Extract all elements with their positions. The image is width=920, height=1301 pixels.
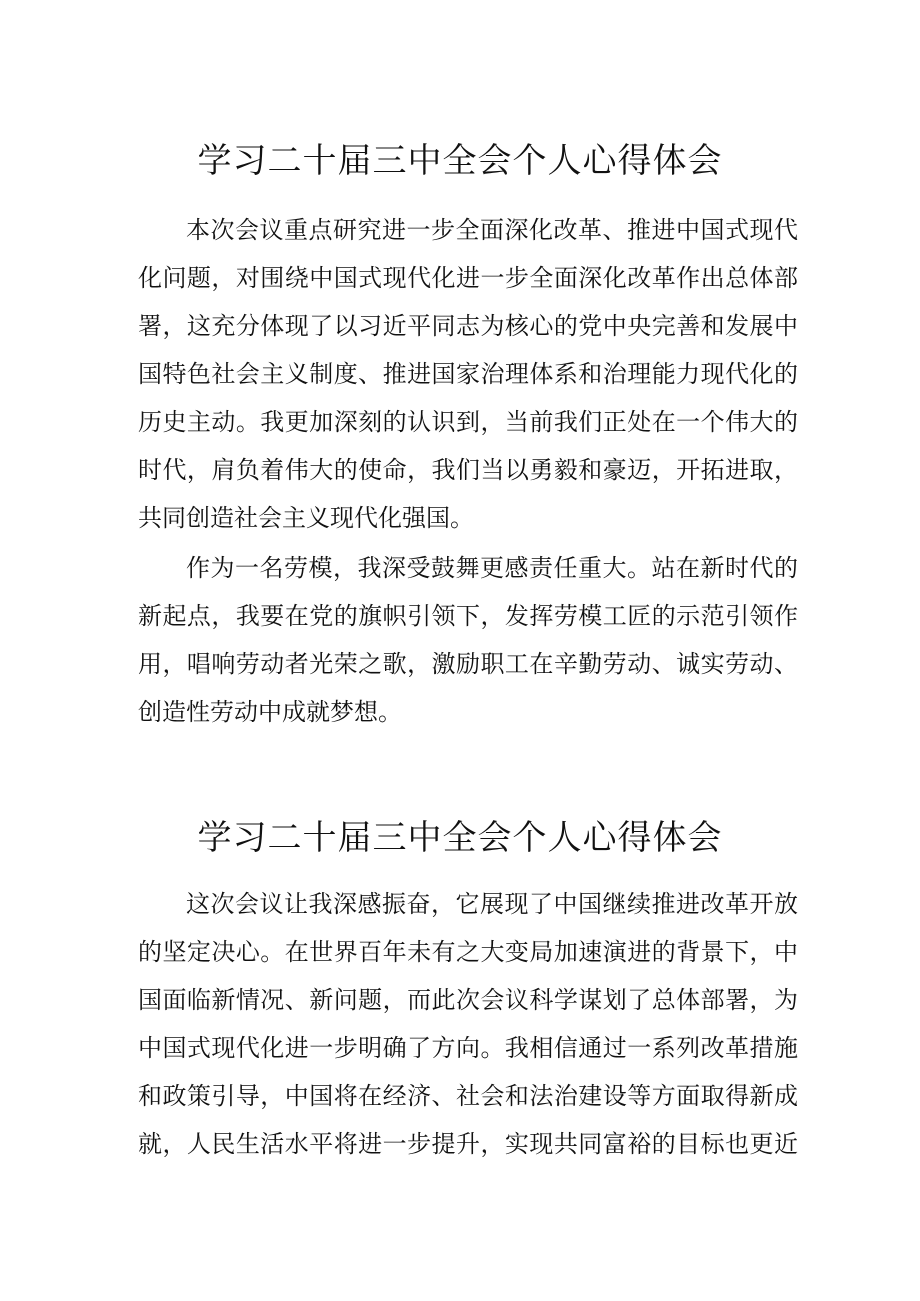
paragraph-line: 本次会议重点研究进一步全面深化改革、推进中国式现代 <box>186 216 798 244</box>
paragraph-line: 就，人民生活水平将进一步提升，实现共同富裕的目标也更近 <box>138 1130 798 1158</box>
section-title: 学习二十届三中全会个人心得体会 <box>197 140 723 181</box>
section-title: 学习二十届三中全会个人心得体会 <box>197 817 723 858</box>
paragraph-line: 作为一名劳模，我深受鼓舞更感责任重大。站在新时代的 <box>186 554 798 582</box>
paragraph-line: 的坚定决心。在世界百年未有之大变局加速演进的背景下，中 <box>138 938 798 966</box>
paragraph-line: 共同创造社会主义现代化强国。 <box>138 504 474 532</box>
paragraph <box>138 544 798 736</box>
paragraph-line: 国特色社会主义制度、推进国家治理体系和治理能力现代化的 <box>138 360 798 388</box>
paragraph-line: 中国式现代化进一步明确了方向。我相信通过一系列改革措施 <box>138 1034 798 1062</box>
paragraph-line: 化问题，对围绕中国式现代化进一步全面深化改革作出总体部 <box>138 264 798 292</box>
paragraph-line: 时代，肩负着伟大的使命，我们当以勇毅和豪迈，开拓进取， <box>138 456 798 484</box>
paragraph <box>138 880 798 1168</box>
paragraph-line: 创造性劳动中成就梦想。 <box>138 698 402 726</box>
paragraph-line: 和政策引导，中国将在经济、社会和法治建设等方面取得新成 <box>138 1082 798 1110</box>
paragraph-line: 这次会议让我深感振奋，它展现了中国继续推进改革开放 <box>186 890 798 918</box>
paragraph-line: 历史主动。我更加深刻的认识到，当前我们正处在一个伟大的 <box>138 408 798 436</box>
paragraph-line: 新起点，我要在党的旗帜引领下，发挥劳模工匠的示范引领作 <box>138 602 798 630</box>
paragraph-line: 用，唱响劳动者光荣之歌，激励职工在辛勤劳动、诚实劳动、 <box>138 650 798 678</box>
paragraph-line: 国面临新情况、新问题，而此次会议科学谋划了总体部署，为 <box>138 986 798 1014</box>
paragraph <box>138 206 798 542</box>
paragraph-line: 署，这充分体现了以习近平同志为核心的党中央完善和发展中 <box>138 312 798 340</box>
